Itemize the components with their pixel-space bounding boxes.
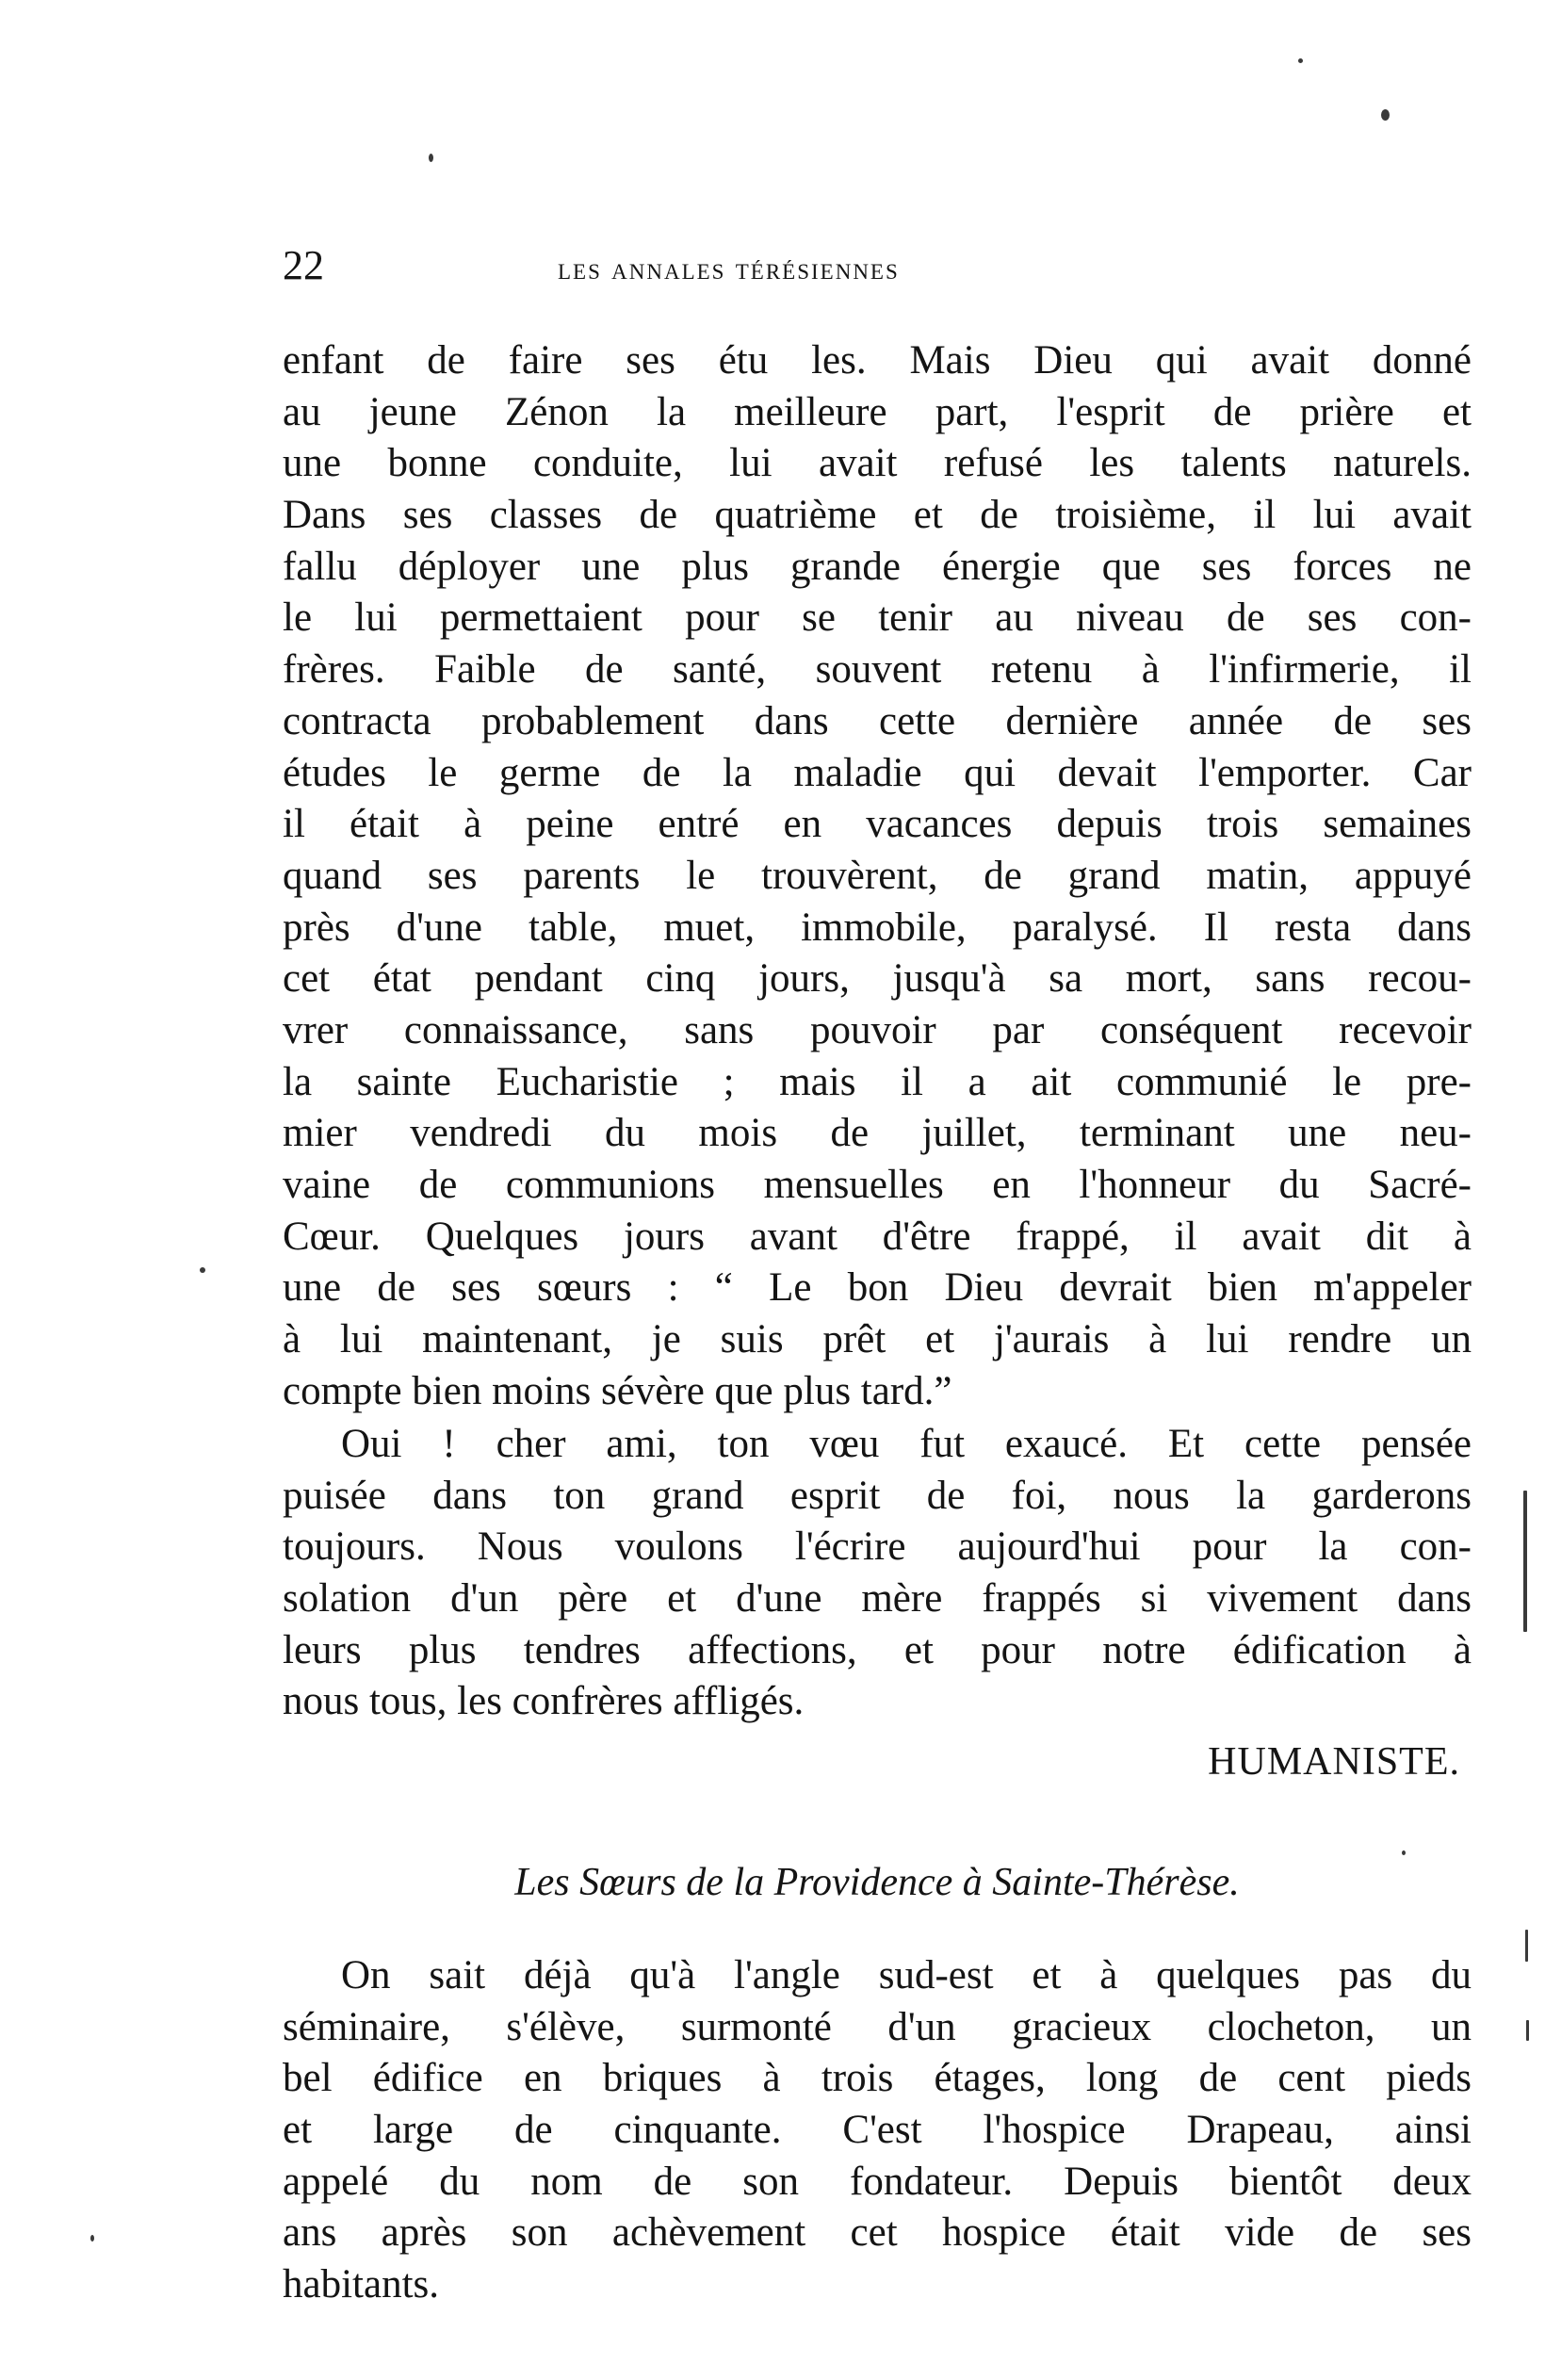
running-head xyxy=(283,237,1168,294)
ink-speck xyxy=(429,154,433,162)
text-line: nous tous, les confrères affligés. xyxy=(283,1679,805,1724)
text-line: vrer connaissance, sans pouvoir par conséquent recevoir xyxy=(283,1007,1472,1052)
paragraph-continued-obituary xyxy=(283,335,1472,1417)
text-line: appelé du nom de son fondateur. Depuis bientôt deux xyxy=(283,2159,1472,2204)
text-line: près d'une table, muet, immobile, paralysé. Il resta dans xyxy=(283,905,1472,950)
page-number: 22 xyxy=(283,242,324,288)
text-line: compte bien moins sévère que plus tard.” xyxy=(283,1368,952,1413)
text-line: contracta probablement dans cette dernière année de ses xyxy=(283,698,1472,743)
text-line: il était à peine entré en vacances depuis trois semaines xyxy=(283,802,1472,847)
text-line: On sait déjà qu'à l'angle sud-est et à quelques pas du xyxy=(341,1953,1472,1997)
text-line: bel édifice en briques à trois étages, long de cent pieds xyxy=(283,2056,1472,2101)
text-line: séminaire, s'élève, surmonté d'un gracieux clocheton, un xyxy=(283,2004,1472,2049)
ink-speck xyxy=(1523,1491,1527,1632)
text-line: Cœur. Quelques jours avant d'être frappé, il avait dit à xyxy=(283,1214,1472,1259)
text-line: études le germe de la maladie qui devait l'emporter. Car xyxy=(283,750,1472,795)
ink-speck xyxy=(200,1267,205,1273)
paragraph-obituary-closing xyxy=(283,1419,1472,1728)
text-line: quand ses parents le trouvèrent, de grand matin, appuyé xyxy=(283,853,1472,898)
text-line: habitants. xyxy=(283,2262,439,2307)
text-line: le lui permettaient pour se tenir au niveau de ses con- xyxy=(283,595,1472,641)
text-line: toujours. Nous voulons l'écrire aujourd'hui pour la con- xyxy=(283,1524,1472,1570)
text-line: à lui maintenant, je suis prêt et j'aurais à lui rendre un xyxy=(283,1317,1472,1362)
journal-title: les annales térésiennes xyxy=(558,253,900,286)
text-line: frères. Faible de santé, souvent retenu à l'infirmerie, il xyxy=(283,647,1472,693)
text-line: une bonne conduite, lui avait refusé les talents naturels. xyxy=(283,441,1472,486)
text-line: fallu déployer une plus grande énergie que ses forces ne xyxy=(283,544,1472,589)
text-line: solation d'un père et d'une mère frappés si vivement dans xyxy=(283,1576,1472,1622)
ink-speck xyxy=(90,2235,94,2241)
text-line: leurs plus tendres affections, et pour notre édification à xyxy=(283,1627,1472,1672)
ink-speck xyxy=(1298,58,1303,63)
ink-speck xyxy=(1526,2020,1529,2041)
text-line: vaine de communions mensuelles en l'honneur du Sacré- xyxy=(283,1163,1472,1207)
text-line: enfant de faire ses étu les. Mais Dieu qui avait donné xyxy=(283,338,1472,383)
section-heading: Les Sœurs de la Providence à Sainte-Thérèse. xyxy=(514,1861,1240,1904)
text-line: Dans ses classes de quatrième et de troisième, il lui avait xyxy=(283,493,1472,538)
text-line: au jeune Zénon la meilleure part, l'esprit de prière et xyxy=(283,389,1472,434)
text-line: mier vendredi du mois de juillet, terminant une neu- xyxy=(283,1111,1472,1156)
text-line: une de ses sœurs : “ Le bon Dieu devrait bien m'appeler xyxy=(283,1265,1472,1311)
text-line: cet état pendant cinq jours, jusqu'à sa mort, sans recou- xyxy=(283,956,1472,1002)
text-line: puisée dans ton grand esprit de foi, nous la garderons xyxy=(283,1473,1472,1518)
ink-speck xyxy=(1402,1850,1406,1855)
ink-speck xyxy=(1525,1930,1528,1962)
signature-author: HUMANISTE. xyxy=(1208,1740,1460,1784)
paragraph-hospice xyxy=(283,1950,1472,2311)
text-line: ans après son achèvement cet hospice était vide de ses xyxy=(283,2210,1472,2256)
text-line: Oui ! cher ami, ton vœu fut exaucé. Et cette pensée xyxy=(341,1422,1472,1466)
text-line: la sainte Eucharistie ; mais il a ait communié le pre- xyxy=(283,1059,1472,1104)
ink-speck xyxy=(1381,109,1390,121)
text-line: et large de cinquante. C'est l'hospice Drapeau, ainsi xyxy=(283,2108,1472,2153)
